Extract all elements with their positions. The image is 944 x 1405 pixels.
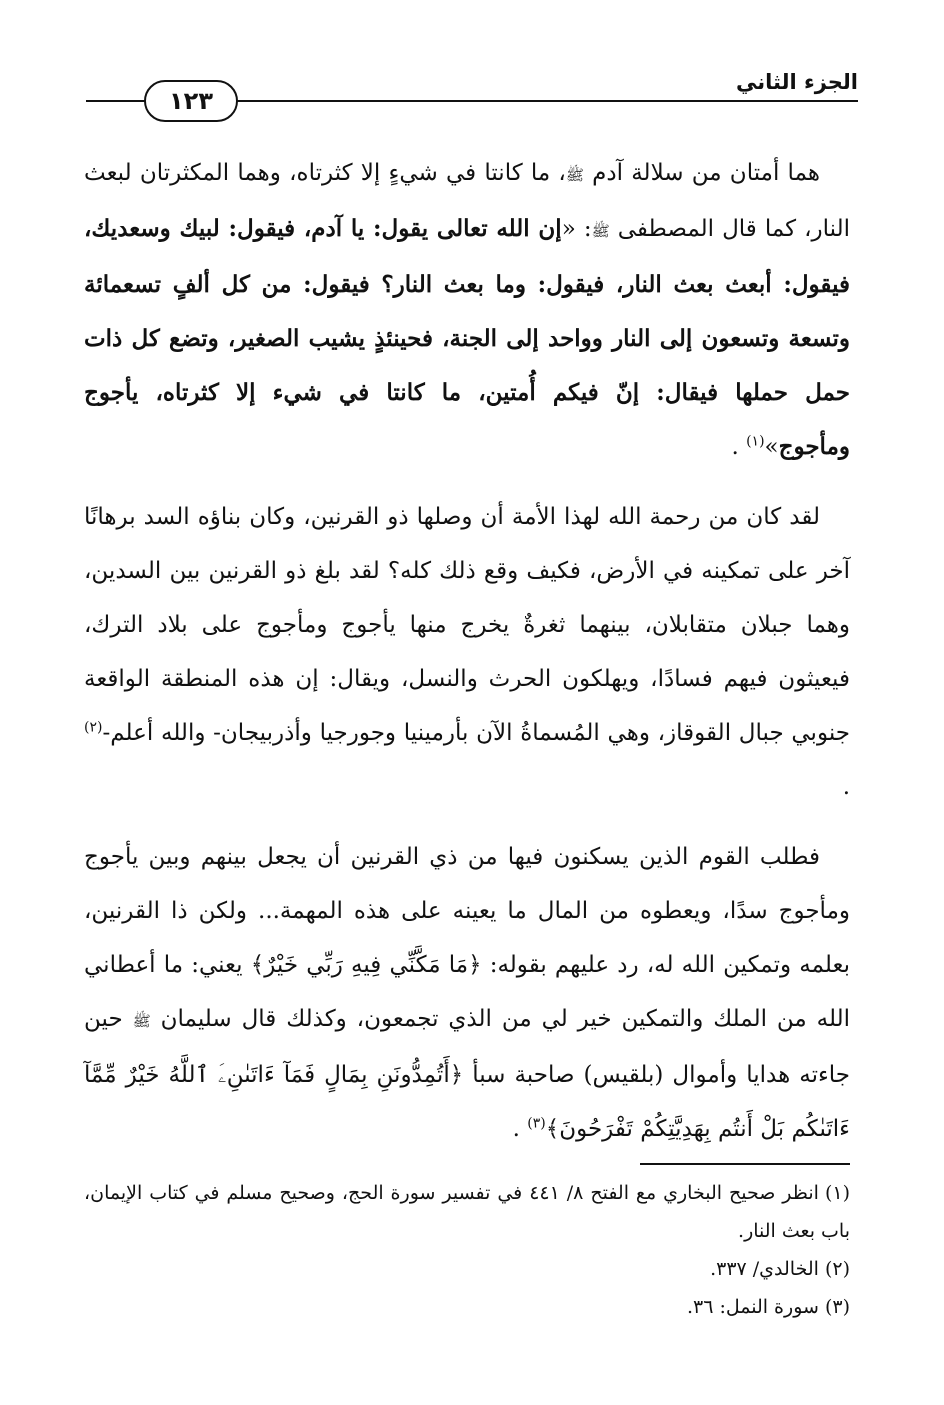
paragraph-3-text: فطلب القوم الذين يسكنون فيها من ذي القرنين أن يجعل بينهم وبين يأجوج ومأجوج سدًا، ويعطوه من المال ما يعينه على هذه المهمة... ولكن ذا القرنين، بعلمه وتمكين الله له، رد عليهم بقوله: [84, 844, 850, 978]
paragraph-2-text: لقد كان من رحمة الله لهذا الأمة أن وصلها ذو القرنين، وكان بناؤه السد برهانًا آخر على تمكينه في الأرض، فكيف وقع ذلك كله؟ لقد بلغ ذو القرنين بين السدين، وهما جبلان متقابلان، بينهما ثغرةٌ يخرج منها يأجوج ومأجوج على بلاد الترك، فيعيثون فيهم فسادًا، ويهلكون الحرث والنسل، ويقال: إن هذه المنطقة الواقعة جنوبي جبال القوقاز، وهي المُسماةُ الآن بأرمينيا وجورجيا وأذربيجان- والله أعلم- [84, 504, 850, 746]
footnote-1 [84, 1174, 850, 1250]
paragraph-end: . [842, 774, 850, 800]
footnote-3 [84, 1288, 850, 1326]
footnote-number: (١) [824, 1182, 850, 1204]
hadith-quote: إن الله تعالى يقول: يا آدم، فيقول: لبيك وسعديك، فيقول: أبعث بعث النار، فيقول: وما بعث النار؟ فيقول: من كل ألفٍ تسعمائة وتسعة وتسعون إلى النار وواحد إلى الجنة، فحينئذٍ يشيب الصغير، وتضع كل ذات حمل حملها فيقال: إنّ فيكم أُمتين، ما كانتا في شيء إلا كثرتاه، يأجوج ومأجوج [84, 215, 850, 460]
paragraph-3-text: حين جاءته هدايا وأموال (بلقيس) صاحبة سبأ [84, 1006, 851, 1088]
paragraph-1-intro: هما أمتان من سلالة آدم [583, 160, 820, 186]
running-title: الجزء الثاني [735, 70, 858, 94]
main-text [84, 146, 850, 1156]
honorific-symbol: ﷺ [591, 222, 610, 240]
footnote-ref-2[interactable]: (٢) [84, 719, 103, 736]
page-number: ١٢٣ [144, 80, 238, 122]
page-header [86, 62, 858, 132]
footnote-text: الخالدي/ ٣٣٧. [710, 1258, 819, 1280]
footnote-number: (٢) [824, 1258, 850, 1280]
footnote-ref-1[interactable]: (١) [746, 433, 765, 450]
footnote-2 [84, 1250, 850, 1288]
footnote-separator [640, 1163, 850, 1165]
paragraph-end: . [512, 1116, 528, 1142]
footnote-number: (٣) [824, 1296, 850, 1318]
paragraph-2 [84, 490, 850, 814]
paragraph-1 [84, 146, 850, 474]
paragraph-end: . [731, 434, 747, 460]
footnote-text: سورة النمل: ٣٦. [686, 1296, 819, 1318]
quran-verse: ﴿مَا مَكَّنِّي فِيهِ رَبِّي خَيْرٌ﴾ [250, 952, 482, 978]
footnote-text: انظر صحيح البخاري مع الفتح ٨/ ٤٤١ في تفسير سورة الحج، وصحيح مسلم في كتاب الإيمان، باب بعث النار. [84, 1182, 850, 1242]
quote-close: » [764, 434, 779, 460]
quran-verse: ﴿أَتُمِدُّونَنِ بِمَالٍ فَمَآ ءَاتَىٰنِۦَ ٱللَّهُ خَيْرٌ مِّمَّآ ءَاتَىٰكُم بَلْ أَنتُم بِهَدِيَّتِكُمْ تَفْرَحُونَ﴾ [84, 1062, 850, 1142]
paragraph-1-text: ، ما كانتا في شيءٍ إلا كثرتاه، وهما المكثرتان لبعث النار، كما قال المصطفى [84, 160, 850, 242]
quote-open: : « [561, 216, 592, 242]
paragraph-3-text: يعني: ما أعطاني الله من الملك والتمكين خير لي من الذي تجمعون، وكذلك قال سليمان [84, 952, 850, 1032]
honorific-symbol: ﷺ [565, 166, 584, 184]
footnotes [84, 1174, 850, 1326]
footnote-ref-3[interactable]: (٣) [527, 1115, 546, 1132]
honorific-symbol: ﷺ [132, 1012, 151, 1030]
paragraph-3 [84, 830, 850, 1156]
